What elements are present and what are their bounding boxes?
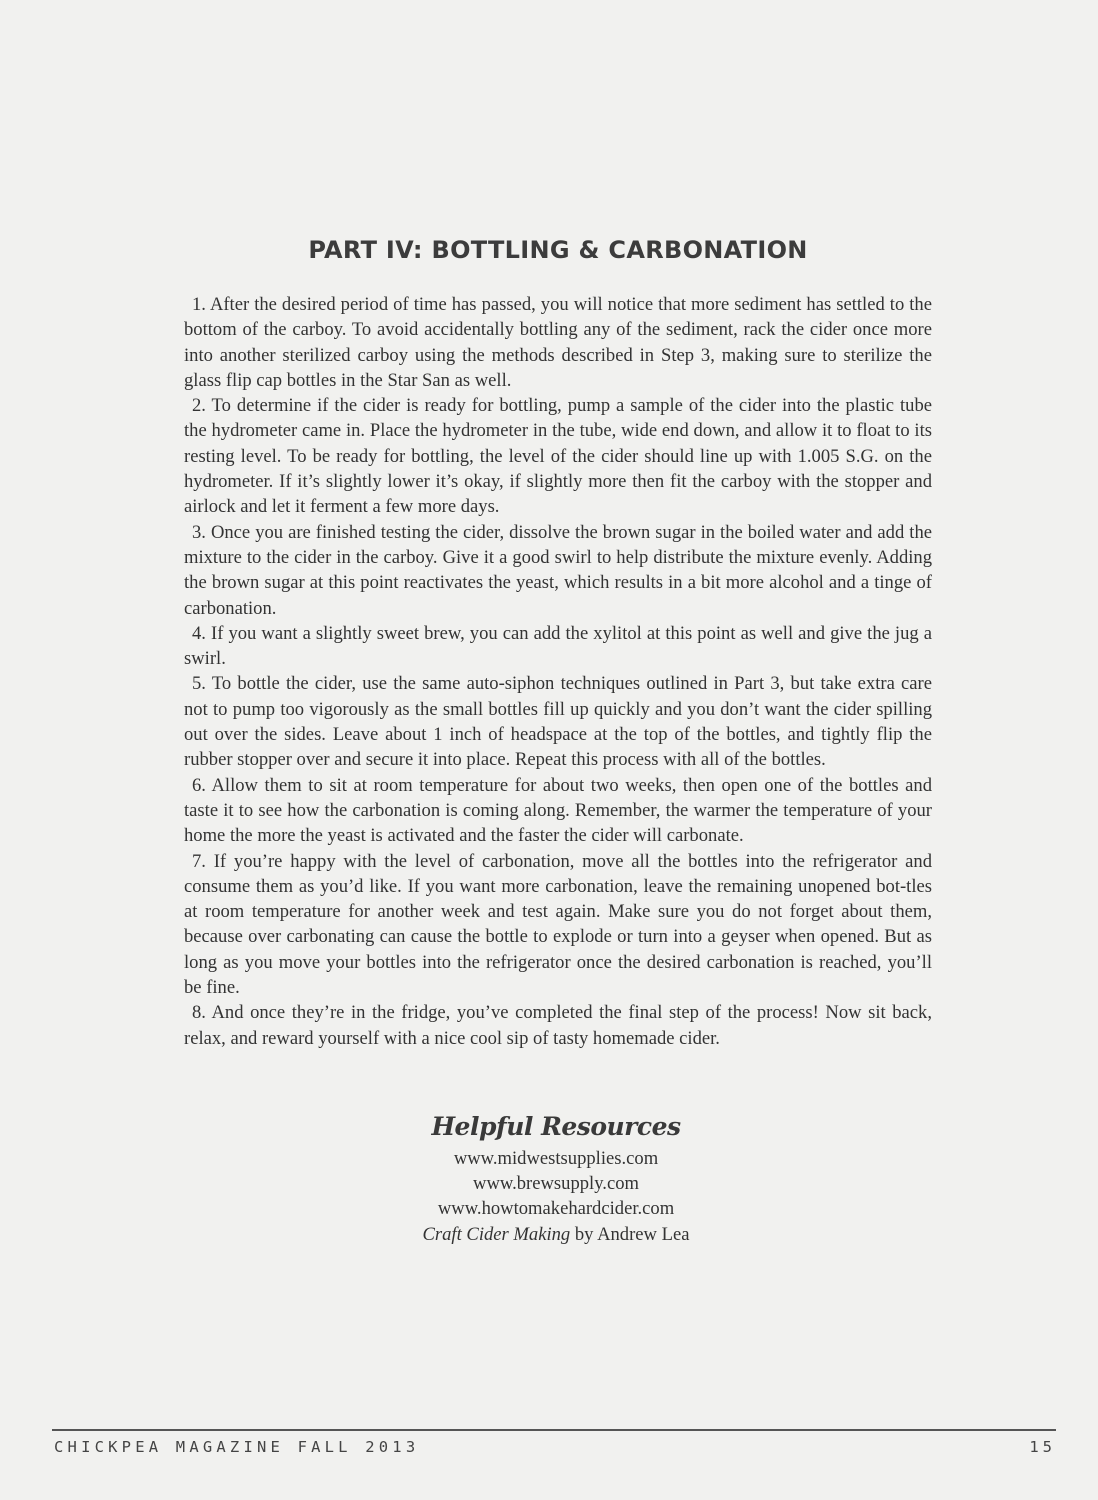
step-1: 1. After the desired period of time has passed, you will notice that more sediment has settled to the bottom of the carboy. To avoid accidentally bottling any of the sediment, rack the cider once more into another sterilized carboy using the methods described in Step 3, making sure to sterilize the glass flip cap bottles in the Star San as well. — [184, 294, 932, 391]
step-7: 7. If you’re happy with the level of carbonation, move all the bottles into the refrigerator and consume them as you’d like. If you want more carbonation, leave the remaining unopened bot-tles at room temperature for another week and test again. Make sure you do not forget about them, because over carbonating can cause the bottle to explode or turn into a geyser when opened. But as long as you move your bottles into the refrigerator once the desired carbonation is reached, you’ll be fine. — [184, 850, 932, 999]
resource-book — [0, 1222, 1098, 1247]
step-8: 8. And once they’re in the fridge, you’ve completed the final step of the process! Now sit back, relax, and reward yourself with a nice cool sip of tasty homemade cider. — [184, 1002, 932, 1049]
step-5: 5. To bottle the cider, use the same auto-siphon techniques outlined in Part 3, but take extra care not to pump too vigorously as the small bottles fill up quickly and you don’t want the cider spilling out over the sides. Leave about 1 inch of headspace at the top of the bottles, and tightly flip the rubber stopper over and secure it into place. Repeat this process with all of the bottles. — [184, 673, 932, 771]
resource-link-brewsupply: www.brewsupply.com — [473, 1173, 639, 1195]
resource-link-midwestsupplies: www.midwestsupplies.com — [453, 1148, 659, 1169]
book-title: Craft Cider Making — [422, 1223, 571, 1245]
helpful-resources — [0, 1108, 1098, 1247]
resource-link-howtomakehardcider: www.howtomakehardcider.com — [437, 1198, 675, 1220]
footer-divider — [52, 1429, 1056, 1431]
step-3: 3. Once you are finished testing the cider, dissolve the brown sugar in the boiled water and add the mixture to the cider in the carboy. Give it a good swirl to help distribute the mixture evenly. Adding the brown sugar at this point reactivates the yeast, which results in a bit more alcohol and a tinge of carbonation. — [184, 521, 932, 619]
step-4: 4. If you want a slightly sweet brew, you can add the xylitol at this point as well and give the jug a swirl. — [184, 622, 932, 670]
book-author: by Andrew Lea — [570, 1223, 690, 1245]
footer-publication: CHICKPEA MAGAZINE FALL 2013 — [54, 1438, 420, 1456]
step-2: 2. To determine if the cider is ready for bottling, pump a sample of the cider into the plastic tube the hydrometer came in. Place the hydrometer in the tube, wide end down, and allow it to float to its resting level. To be ready for bottling, the level of the cider should line up with 1.005 S.G. on the hydrometer. If it’s slightly lower it’s okay, if slightly more then fit the carboy with the stopper and airlock and let it ferment a few more days. — [184, 395, 932, 518]
step-6: 6. Allow them to sit at room temperature for about two weeks, then open one of the bottles and taste it to see how the carbonation is coming along. Remember, the warmer the temperature of your home the more the yeast is activated and the faster the cider will carbonate. — [184, 774, 932, 847]
article-body — [184, 292, 932, 1051]
resources-heading: Helpful Resources — [431, 1112, 681, 1141]
page-title: PART IV: BOTTLING & CARBONATION — [308, 236, 808, 264]
page-number: 15 — [1029, 1438, 1056, 1456]
